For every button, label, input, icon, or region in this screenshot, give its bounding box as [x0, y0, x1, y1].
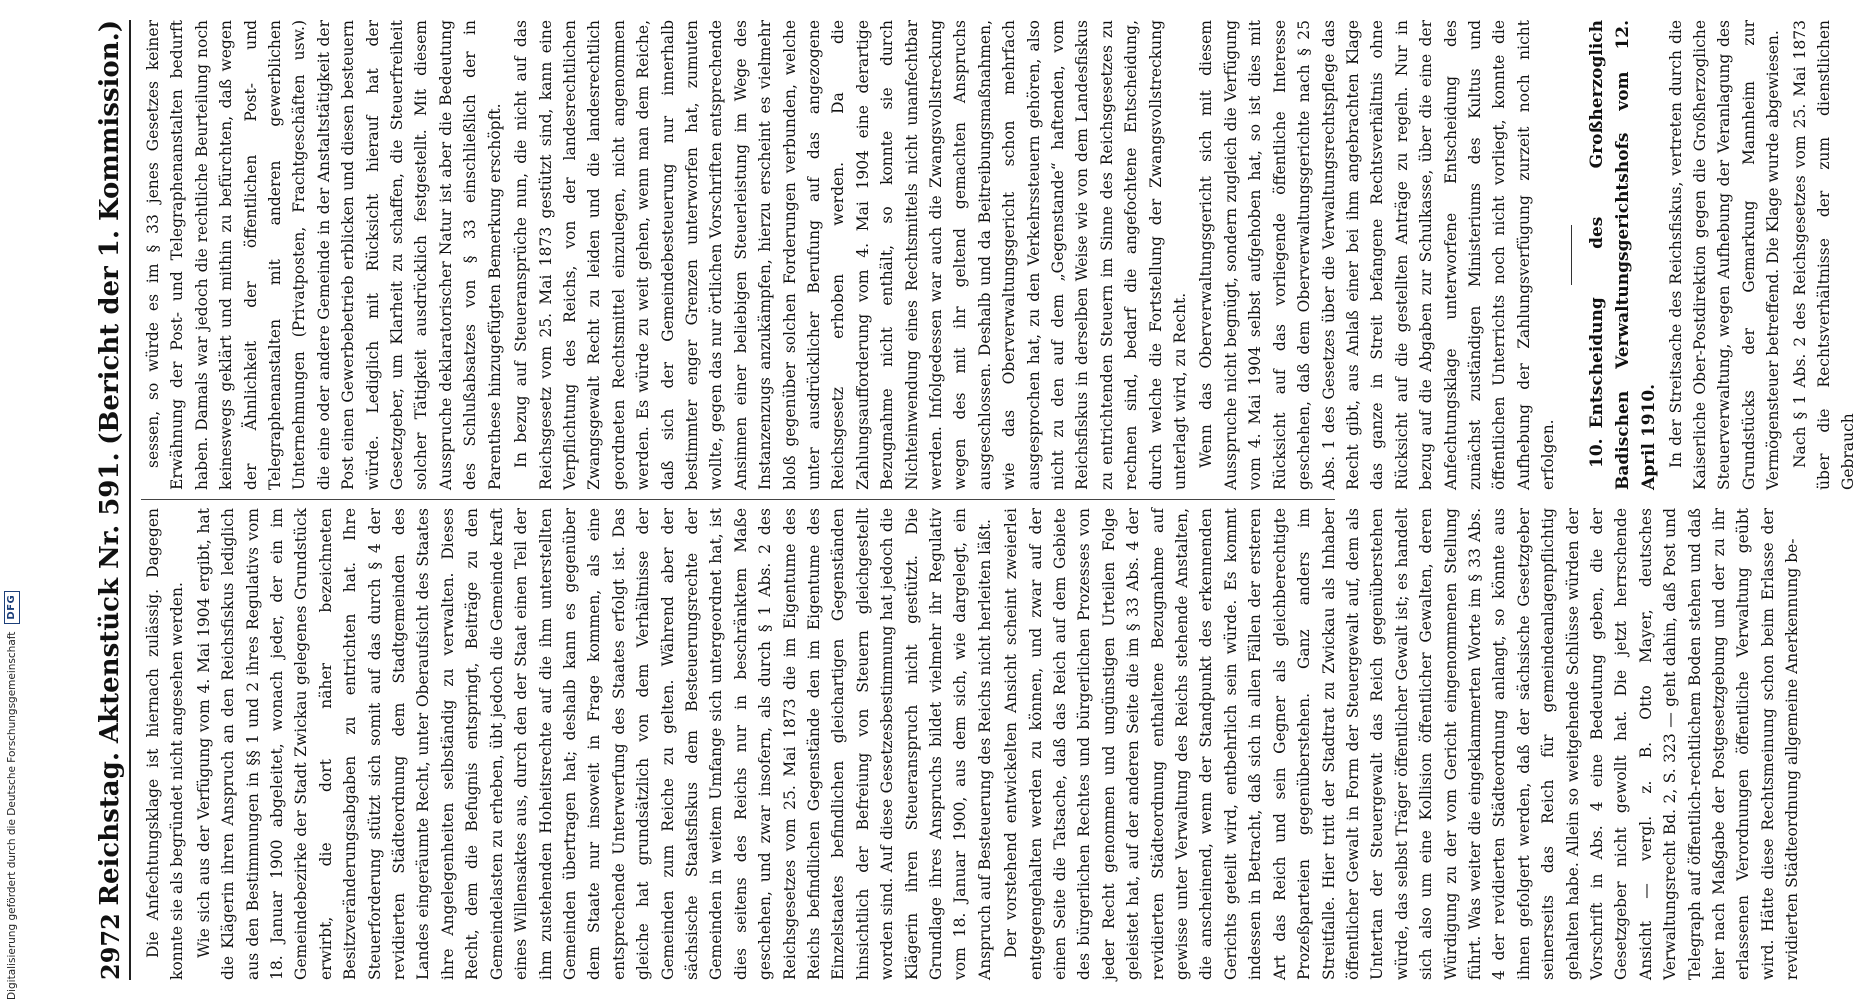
page-number: 2972: [95, 913, 125, 980]
paragraph: In der Streitsache des Reichsfiskus, vertreten durch die Kaiserliche Ober-Postdirektion gegen die Großherzogliche Steuerverwaltung, wegen Aufhebung der Veranlagung des Grundstücks der Gemarkung Mannheim zur Vermögensteuer betreffend. Die Klage wurde abgewiesen.: [1666, 20, 1783, 490]
credit-text: Digitalisierung gefördert durch die Deutsche Forschungsgemeinschaft: [6, 631, 18, 1000]
paragraph: Wie sich aus der Verfügung vom 4. Mai 1904 ergibt, hat die Klägerin ihren Anspruch an den Reichsfiskus lediglich aus den Bestimmungen in §§ 1 und 2 ihres Regulativs vom 18. Januar 1900 abgeleitet, wonach jeder, der ein im Gemeindebezirke der Stadt Zwickau gelegenes Grundstück erwirbt, die dort näher bezeichneten Besitzveränderungsabgaben zu entrichten hat. Ihre Steuerforderung stützt sich somit auf das durch § 4 der revidierten Städteordnung dem Stadtgemeinden des Landes eingeräumte Recht, unter Oberaufsicht des Staates ihre Angelegenheiten selbständig zu verwalten. Dieses Recht, dem die Befugnis entspringt, Beiträge zu den Gemeindelasten zu erheben, übt jedoch die Gemeinde kraft eines Willensaktes aus, durch den der Staat einen Teil der ihm zustehenden Hoheitsrechte auf die ihm unterstellten Gemeinden übertragen hat; deshalb kann es gegenüber dem Staate nur insoweit in Frage kommen, als eine entsprechende Unterwerfung des Staates erfolgt ist. Das gleiche hat grundsätzlich von dem Verhältnisse der Gemeinden zum Reiche zu gelten. Während aber der sächsische Staatsfiskus dem Besteuerungsrechte der Gemeinden in weitem Umfange sich untergeordnet hat, ist dies seitens des Reichs nur in beschränktem Maße geschehen, und zwar insofern, als durch § 1 Abs. 2 des Reichsgesetzes vom 25. Mai 1873 die im Eigentume des Reichs befindlichen Gegenstände den im Eigentume des Einzelstaates befindlichen gleichartigen Gegenständen hinsichtlich der Befreiung von Steuern gleichgestellt worden sind. Auf diese Gesetzesbestimmung hat jedoch die Klägerin ihren Steueranspruch nicht gestützt. Die Grundlage ihres Anspruchs bildet vielmehr ihr Regulativ vom 18. Januar 1900, aus dem sich, wie dargelegt, ein Anspruch auf Besteuerung des Reichs nicht herleiten läßt.: [194, 508, 994, 980]
paragraph: Der vorstehend entwickelten Ansicht scheint zweierlei entgegengehalten werden zu können, und zwar auf der einen Seite die Tatsache, daß das Reich auf dem Gebiete des bürgerlichen Rechtes und bürgerlichen Prozesses von jeder Recht genommen und ungünstigen Urteilen Folge geleistet hat, auf der anderen Seite die im § 33 Abs. 4 der revidierten Städteordnung enthaltene Bezugnahme auf gewisse unter Verwaltung des Reichs stehende Anstalten, die anscheinend, wenn der Standpunkt des erkennenden Gerichts geteilt wird, entbehrlich sein würde. Es kommt indessen in Betracht, daß sich in allen Fällen der ersteren Art das Reich und sein Gegner als gleichberechtigte Prozeßparteien gegenüberstehen. Ganz anders im Streitfalle. Hier tritt der Stadtrat zu Zwickau als Inhaber öffentlicher Gewalt in Form der Steuergewalt auf, dem als Untertan der Steuergewalt das Reich gegenüberstehen würde, das selbst Träger öffentlicher Gewalt ist; es handelt sich also um eine Kollision öffentlicher Gewalten, deren Würdigung zu der vom Gericht eingenommenen Stellung führt. Was weiter die eingeklammerten Worte im § 33 Abs. 4 der revidierten Städteordnung anlangt, so könnte aus ihnen gefolgert werden, daß der sächsische Gesetzgeber seinerseits das Reich für gemeindeanlagenpflichtig gehalten habe. Allein so weitgehende Schlüsse würden der Vorschrift in Abs. 4 eine Bedeutung geben, die der Gesetzgeber nicht gewollt hat. Die jetzt herrschende Ansicht — vergl. z. B. Otto Mayer, deutsches Verwaltungsrecht Bd. 2, S. 323 — geht dahin, daß Post und Telegraph auf öffentlich-rechtlichem Boden stehen und daß hier nach Maßgabe der Postgesetzgebung und der zu ihr erlassenen Verordnungen öffentliche Verwaltung geübt wird. Hätte diese Rechtsmeinung schon beim Erlasse der revidierten Städteordnung allgemeine Anerkennung be-: [1002, 508, 1802, 980]
page-header: [91, 20, 131, 980]
section-divider: [1571, 225, 1572, 285]
paragraph: sessen, so würde es im § 33 jenes Gesetzes keiner Erwähnung der Post- und Telegraphenanstalten bedurft haben. Damals war jedoch die rechtliche Beurteilung noch keineswegs geklärt und mithin zu befürchten, daß wegen der Ähnlichkeit der öffentlichen Post- und Telegraphenanstalten mit anderen gewerblichen Unternehmungen (Privatposten, Frachtgeschäften usw.) die eine oder andere Gemeinde in der Anstaltstätigkeit der Post einen Gewerbebetrieb erblicken und diesen besteuern würde. Lediglich mit Rücksicht hierauf hat der Gesetzgeber, um Klarheit zu schaffen, die Steuerfreiheit solcher Tätigkeit ausdrücklich festgestellt. Mit diesem Ausspruche deklaratorischer Natur ist aber die Bedeutung des Schlußabsatzes von § 33 einschließlich der in Parenthese hinzugefügten Bemerkung erschöpft.: [144, 20, 504, 490]
dfg-logo: DFG: [4, 591, 20, 624]
section-heading: [1584, 20, 1662, 490]
paragraph: Die Anfechtungsklage ist hiernach zulässig. Dagegen konnte sie als begründet nicht angesehen werden.: [144, 508, 187, 980]
section-number: 10.: [1586, 438, 1607, 468]
column-divider: [141, 499, 1335, 500]
section-title: Entscheidung des Großherzoglich Badischen Verwaltungsgerichtshofs vom 12. April 1910.: [1586, 20, 1659, 490]
page-title: Reichstag. Aktenstück Nr. 591.: [95, 452, 125, 906]
paragraph: Nach § 1 Abs. 2 des Reichsgesetzes vom 25. Mai 1873 über die Rechtsverhältnisse der zum dienstlichen Gebrauch: [1790, 20, 1858, 490]
document-page: [85, 0, 1858, 1000]
paragraph: In bezug auf Steueransprüche nun, die nicht auf das Reichsgesetz vom 25. Mai 1873 gestützt sind, kann eine Verpflichtung des Reichs, von der landesrechtlichen Zwangsgewalt Recht zu leiden und die landesrechtlich geordneten Rechtsmittel einzulegen, nicht angenommen werden. Es würde zu weit gehen, wenn man dem Reiche, daß sich der Gemeindebesteuerung nur innerhalb bestimmter enger Grenzen unterworfen hat, zumuten wollte, gegen das nur örtlichen Vorschriften entsprechende Ansinnen einer beliebigen Steuerleistung im Wege des Instanzenzugs anzukämpfen, hierzu erscheint es vielmehr bloß gegenüber solchen Forderungen verbunden, welche unter ausdrücklicher Berufung auf das angezogene Reichsgesetz erhoben werden. Da die Zahlungsaufforderung vom 4. Mai 1904 eine derartige Bezugnahme nicht enthält, so konnte sie durch Nichteinwendung eines Rechtsmittels nicht unanfechtbar werden. Infolgedessen war auch die Zwangsvollstreckung wegen des mit ihr geltend gemachten Anspruchs ausgeschlossen. Deshalb und da Beitreibungsmaßnahmen, wie das Oberverwaltungsgericht schon mehrfach ausgesprochen hat, zu den Verkehrssteuern gehören, also nicht zu den auf dem „Gegenstande“ haftenden, vom Reichsfiskus in derselben Weise wie von dem Landesfiskus zu entrichtenden Steuern im Sinne des Reichsgesetzes zu rechnen sind, bedarf die angefochtene Entscheidung, durch welche die Fortstellung der Zwangsvollstreckung unterlagt wird, zu Recht.: [512, 20, 1190, 490]
left-column: [141, 508, 1802, 980]
page-subtitle: (Bericht der 1. Kommission.): [95, 20, 125, 445]
digitisation-credit: [2, 20, 22, 1000]
right-column: [141, 20, 1858, 490]
paragraph: Wenn das Oberverwaltungsgericht sich mit diesem Ausspruche nicht begnügt, sondern zugleich die Verfügung vom 4. Mai 1904 selbst aufgehoben hat, so ist dies mit Rücksicht auf das vorliegende öffentliche Interesse geschehen, daß dem Oberverwaltungsgerichte nach § 25 Abs. 1 des Gesetzes über die Verwaltungsrechtspflege das Recht gibt, aus Anlaß einer bei ihm angebrachten Klage das ganze in Streit befangene Rechtsverhältnis ohne Rücksicht auf die gestellten Anträge zu regeln. Nur in bezug auf die Abgaben zur Schulkasse, über die eine der Anfechtungsklage unterworfene Entscheidung des zunächst zuständigen Ministeriums des Kultus und öffentlichen Unterrichts noch nicht vorliegt, konnte die Aufhebung der Zahlungsverfügung zurzeit noch nicht erfolgen.: [1197, 20, 1558, 490]
